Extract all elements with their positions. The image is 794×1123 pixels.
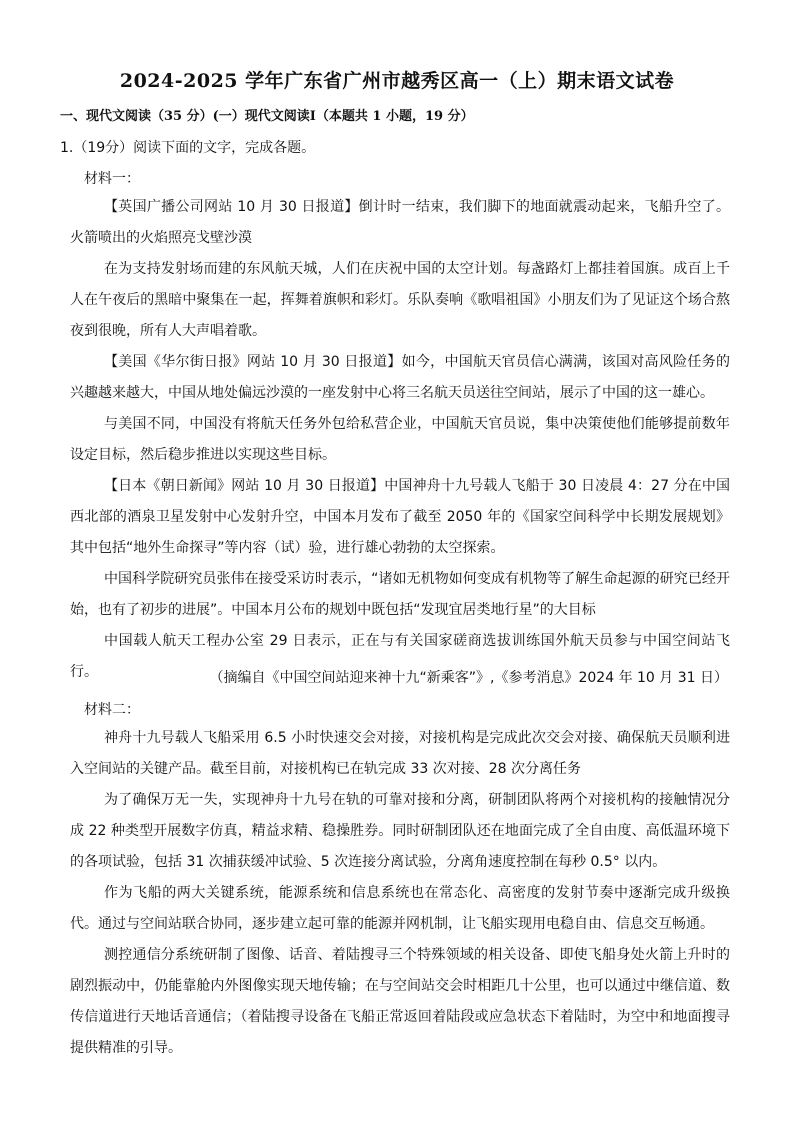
exam-title: 2024-2025 学年广东省广州市越秀区高一（上）期末语文试卷 bbox=[119, 70, 675, 92]
section-heading: 一、现代文阅读（35 分）(一）现代文阅读Ⅰ（本题共 1 小题，19 分） bbox=[60, 109, 474, 124]
m1-paragraph: 【美国《华尔街日报》网站 10 月 30 日报道】如今，中国航天官员信心满满，该国对高风险任务的兴趣越来越大，中国从地处偏远沙漠的一座发射中心将三名航天员送往空间站，展示了中国的这一雄心。 bbox=[70, 354, 730, 401]
m1-paragraph: 中国科学院研究员张伟在接受采访时表示，“诸如无机物如何变成有机物等了解生命起源的研究已经开始，也有了初步的进展”。中国本月公布的规划中既包括“发现宜居类地行星”的大目标 bbox=[70, 571, 730, 618]
m2-paragraph: 为了确保万无一失，实现神舟十九号在轨的可靠对接和分离，研制团队将两个对接机构的接触情况分成 22 种类型开展数字仿真，精益求精、稳操胜券。同时研制团队还在地面完成了全自由度、高低温环境下的各项试验，包括 31 次捕获缓冲试验、5 次连接分离试验，分离角速度控制在每秒 0.5° 以内。 bbox=[70, 792, 730, 870]
material-2-label: 材料二： bbox=[84, 702, 140, 718]
m1-paragraph: 【英国广播公司网站 10 月 30 日报道】倒计时一结束，我们脚下的地面就震动起来，飞船升空了。火箭喷出的火焰照亮戈壁沙漠 bbox=[70, 199, 730, 246]
material-1-label: 材料一： bbox=[84, 171, 140, 187]
m1-paragraph: 与美国不同，中国没有将航天任务外包给私营企业，中国航天官员说，集中决策使他们能够提前数年设定目标，然后稳步推进以实现这些目标。 bbox=[70, 416, 730, 463]
material-1-source: （摘编自《中国空间站迎来神十九“新乘客”》,《参考消息》2024 年 10 月 31 日） bbox=[209, 670, 728, 686]
m2-paragraph: 神舟十九号载人飞船采用 6.5 小时快速交会对接，对接机构是完成此次交会对接、确保航天员顺利进入空间站的关键产品。截至目前，对接机构已在轨完成 33 次对接、28 次分离任务 bbox=[70, 730, 730, 777]
m2-paragraph: 测控通信分系统研制了图像、话音、着陆搜寻三个特殊领域的相关设备、即使飞船身处火箭上升时的剧烈振动中，仍能靠舱内外图像实现天地传输；在与空间站交会时相距几十公里，也可以通过中继信道、数传信道进行天地话音通信；（着陆搜寻设备在飞船正常返回着陆段或应急状态下着陆时，为空中和地面搜寻提供精准的引导。 bbox=[70, 947, 730, 1056]
m1-paragraph: 在为支持发射场而建的东风航天城，人们在庆祝中国的太空计划。每盏路灯上都挂着国旗。成百上千人在午夜后的黑暗中聚集在一起，挥舞着旗帜和彩灯。乐队奏响《歌唱祖国》小朋友们为了见证这个场合熬夜到很晚，所有人大声唱着歌。 bbox=[70, 261, 730, 339]
m1-paragraph: 中国载人航天工程办公室 29 日表示，正在与有关国家磋商选拔训练国外航天员参与中国空间站飞行。 bbox=[70, 633, 730, 680]
m2-paragraph: 作为飞船的两大关键系统，能源系统和信息系统也在常态化、高密度的发射节奏中逐渐完成升级换代。通过与空间站联合协同，逐步建立起可靠的能源并网机制，让飞船实现用电稳自由、信息交互畅通。 bbox=[70, 885, 730, 932]
question-1: 1.（19分）阅读下面的文字，完成各题。 bbox=[60, 140, 316, 156]
m1-paragraph: 【日本《朝日新闻》网站 10 月 30 日报道】中国神舟十九号载人飞船于 30 日凌晨 4：27 分在中国西北部的酒泉卫星发射中心发射升空，中国本月发布了截至 2050 年的《国家空间科学中长期发展规划》其中包括“地外生命探寻”等内容（试）验，进行雄心勃勃的太空探索。 bbox=[70, 478, 730, 556]
